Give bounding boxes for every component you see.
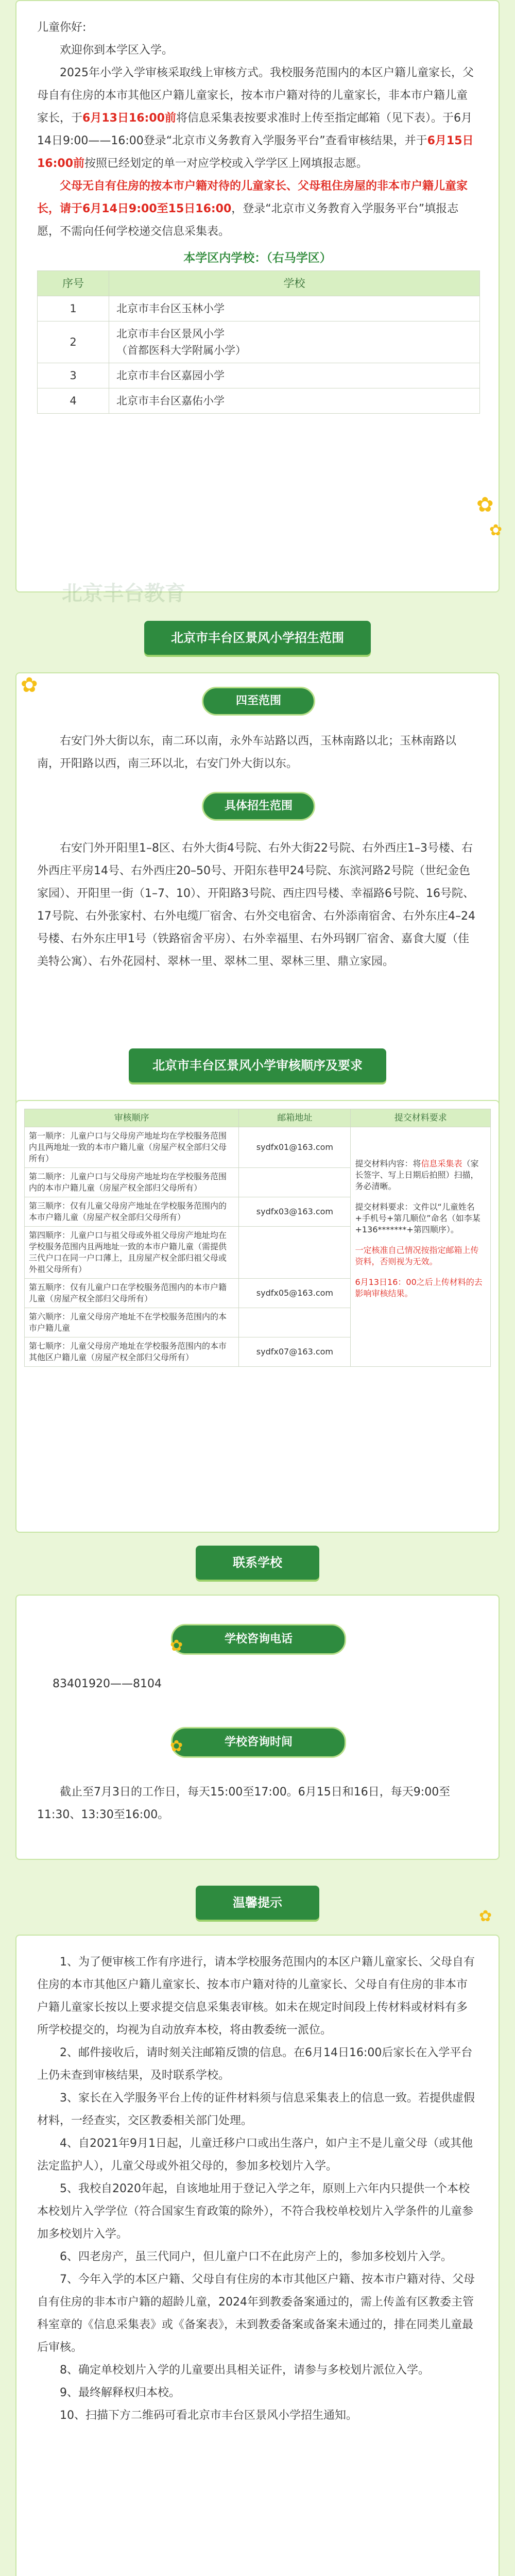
flower-icon: ✿ <box>489 521 503 539</box>
time-pill: 学校咨询时间 <box>171 1727 346 1758</box>
email-address: sydfx07@163.com <box>239 1337 351 1367</box>
table-row: 第六顺序：儿童父母房产地址不在学校服务范围内的本市户籍儿童 <box>25 1308 491 1337</box>
detail-text: 右安门外开阳里1–8区、右外大街4号院、右外大街22号院、右外西庄1–3号楼、右外西庄平房14号、右外西庄20–50号、开阳东巷甲24号院、东滨河路2号院（世纪金色家园）、开阳里一街（1–7、10）、开阳路3号院、西庄四号楼、幸福路6号院、16号院、17号院、右外张家村、右外电缆厂宿舍、右外交电宿舍、右外添南宿舍、右外东庄4–24号楼、右外东庄甲1号（铁路宿舍平房）、右外幸福里、右外玛钢厂宿舍、嘉食大厦（佳美特公寓）、右外花园村、翠林一里、翠林二里、翠林三里、鼎立家园。 <box>37 842 475 968</box>
tips-card <box>15 1935 500 2576</box>
deadline-1: 6月13日16:00前 <box>82 112 176 125</box>
deadline-2: 6月15日16:00前 <box>37 134 474 170</box>
watermark: 北京丰台教育 <box>62 582 185 605</box>
tip-item: 9、最终解释权归本校。 <box>60 2386 180 2399</box>
table-row: 第一顺序：儿童户口与父母房产地址均在学校服务范围内且两地址一致的本市户籍儿童（房屋产权全部归父母所有） sydfx01@163.com 提交材料内容：将信息采集表（家长签字、写上日期后拍照）扫描，务必清晰。 提交材料要求：文件以“儿童姓名+手机号+第几顺位”命名（如李某+136*******+第四顺序）。 一定核准自己情况按指定邮箱上传资料，否则视为无效。 6月13日16：00之后上传材料的去影响审核结果。 <box>25 1127 491 1168</box>
tip-item: 10、扫描下方二维码可看北京市丰台区景风小学招生通知。 <box>60 2409 357 2422</box>
flower-icon: ✿ <box>479 1907 492 1925</box>
welcome-text: 欢迎你到本学区入学。 <box>60 44 174 57</box>
intro-paragraph-1: 2025年小学入学审核采取线上审核方式。我校服务范围内的本区户籍儿童家长，父母自有住房的本市其他区户籍儿童家长，按本市户籍对待的儿童家长，非本市户籍儿童家长，于6月13日16:00前将信息采集表按要求准时上传至指定邮箱（见下表）。于6月14日9:00——16:00登录“北京市义务教育入学服务平台”查看审核结果，并于6月15日16:00前按照已经划定的单一对应学校或入学学区上网填报志愿。 <box>37 66 474 170</box>
intro-paragraph-2: 父母无自有住房的按本市户籍对待的儿童家长、父母租住房屋的非本市户籍儿童家长，请于6月14日9:00至15日16:00，登录“北京市义务教育入学服务平台”填报志愿，不需向任何学校递交信息采集表。 <box>37 180 468 238</box>
greeting: 儿童你好: <box>37 21 87 34</box>
table-row: 第五顺序：仅有儿童户口在学校服务范围内的本市户籍儿童（房屋产权全部归父母所有） sydfx05@163.com <box>25 1279 491 1308</box>
boundary-pill: 四至范围 <box>202 687 315 716</box>
tip-item: 8、确定单校划片入学的儿童要出具相关证件，请参与多校划片派位入学。 <box>60 2364 430 2377</box>
tip-item: 5、我校自2020年起，自该地址用于登记入学之年，原则上六年内只提供一个本校本校划片入学学位（符合国家生育政策的除外），不符合我校单校划片入学条件的儿童参加多校划片入学。 <box>37 2182 474 2241</box>
table-row: 3 北京市丰台区嘉园小学 <box>38 363 480 388</box>
table-header: 审核顺序 邮箱地址 提交材料要求 <box>25 1109 491 1127</box>
tip-item: 2、邮件接收后，请时刻关注邮箱反馈的信息。在6月14日16:00后家长在入学平台上仍未查到审核结果，及时联系学校。 <box>37 2046 473 2082</box>
contact-card <box>15 1595 500 1860</box>
tip-item: 3、家长在入学服务平台上传的证件材料须与信息采集表上的信息一致。若提供虚假材料，一经查实，交区教委相关部门处理。 <box>37 2092 475 2127</box>
table-row: 第四顺序：儿童户口与祖父母或外祖父母房产地址均在学校服务范围内且两地址一致的本市户籍儿童（需提供三代户口在同一户口薄上，且房屋产权全部归祖父母或外祖父母所有） <box>25 1227 491 1279</box>
tip-item: 4、自2021年9月1日起，儿童迁移户口或出生落户，如户主不是儿童父母（或其他法定监护人），儿童父母或外祖父母的，参加多校划片入学。 <box>37 2137 473 2173</box>
audit-banner: 北京市丰台区景风小学审核顺序及要求 <box>129 1048 386 1082</box>
boundary-text: 右安门外大街以东，南二环以南，永外车站路以西，玉林南路以北；玉林南路以南，开阳路以西，南三环以北，右安门外大街以东。 <box>37 735 457 770</box>
email-address: sydfx01@163.com <box>239 1127 351 1168</box>
audit-card <box>15 1100 500 1533</box>
school-table-title: 本学区内学校：（右马学区） <box>183 251 332 265</box>
table-row: 4 北京市丰台区嘉佑小学 <box>38 388 480 414</box>
flower-icon: ✿ <box>476 493 494 517</box>
table-row: 2 北京市丰台区景风小学 （首都医科大学附属小学） <box>38 321 480 363</box>
contact-banner: 联系学校 <box>196 1546 319 1580</box>
tip-item: 6、四老房产，虽三代同户，但儿童户口不在此房产上的，参加多校划片入学。 <box>60 2250 452 2263</box>
audit-table <box>24 1109 491 1367</box>
phone-pill: 学校咨询电话 <box>171 1624 346 1655</box>
table-row: 第七顺序：儿童父母房产地址在学校服务范围内的本市其他区户籍儿童（房屋产权全部归父母所有） sydfx07@163.com <box>25 1337 491 1367</box>
school-table <box>37 270 480 414</box>
email-address: sydfx03@163.com <box>239 1197 351 1227</box>
table-row: 第三顺序：仅有儿童父母房产地址在学校服务范围内的本市户籍儿童（房屋产权全部归父母所有） sydfx03@163.com <box>25 1197 491 1227</box>
flower-icon: ✿ <box>170 1737 183 1755</box>
flower-icon: ✿ <box>21 673 38 697</box>
detail-pill: 具体招生范围 <box>202 792 315 821</box>
flower-icon: ✿ <box>170 1637 183 1655</box>
requirements-cell: 提交材料内容：将信息采集表（家长签字、写上日期后拍照）扫描，务必清晰。 提交材料要求：文件以“儿童姓名+手机号+第几顺位”命名（如李某+136*******+第四顺序）。 一定核准自己情况按指定邮箱上传资料，否则视为无效。 6月13日16：00之后上传材料的去影响审核结果。 <box>351 1127 491 1367</box>
tip-item: 1、为了便审核工作有序进行，请本学校服务范围内的本区户籍儿童家长、父母自有住房的本市其他区户籍儿童家长、按本市户籍对待的儿童家长、父母自有住房的非本市户籍儿童家长按以上要求提交信息采集表审核。如未在规定时间段上传材料或材料有多所学校提交的，均视为自动放弃本校，将由教委统一派位。 <box>37 1956 475 2037</box>
scope-banner: 北京市丰台区景风小学招生范围 <box>144 621 371 655</box>
phone-number: 83401920——8104 <box>53 1677 162 1690</box>
table-row: 1 北京市丰台区玉林小学 <box>38 296 480 321</box>
email-address: sydfx05@163.com <box>239 1279 351 1308</box>
tip-item: 7、今年入学的本区户籍、父母自有住房的本市其他区户籍、按本市户籍对待、父母自有住房的非本市户籍的超龄儿童，2024年到教委备案通过的，需上传盖有区教委主管科室章的《信息采集表》或《备案表》，未到教委备案或备案未通过的，排在同类儿童最后审核。 <box>37 2273 475 2354</box>
tips-banner: 温馨提示 <box>196 1886 319 1920</box>
table-row: 第二顺序：儿童户口与父母房产地址均在学校服务范围内的本市户籍儿童（房屋产权全部归父母所有） <box>25 1168 491 1197</box>
intro-card <box>15 0 503 592</box>
consult-time: 截止至7月3日的工作日，每天15:00至17:00。6月15日和16日，每天9:00至11:30、13:30至16:00。 <box>37 1786 451 1821</box>
table-header: 序号 学校 <box>38 271 480 296</box>
